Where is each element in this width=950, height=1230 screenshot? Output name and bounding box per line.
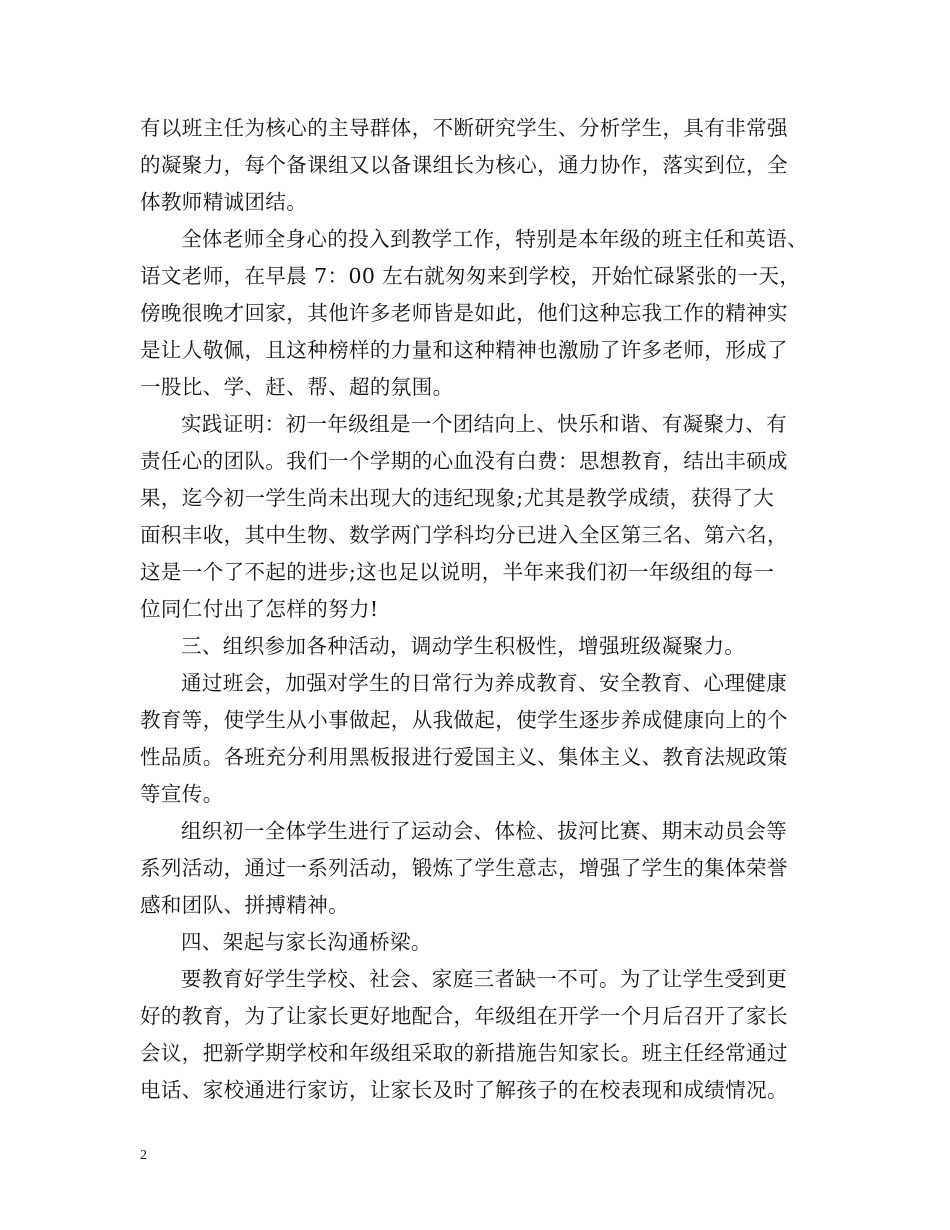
text-line: 体教师精诚团结。 (140, 190, 308, 214)
text-line: 四、架起与家长沟通桥梁。 (181, 930, 432, 954)
text-line: 实践证明：初一年级组是一个团结向上、快乐和谐、有凝聚力、有 (181, 412, 788, 436)
text-line: 的凝聚力，每个备课组又以备课组长为核心，通力协作，落实到位，全 (140, 153, 788, 177)
text-line: 通过班会，加强对学生的日常行为养成教育、安全教育、心理健康 (181, 671, 788, 695)
text-line: 这是一个了不起的进步;这也足以说明，半年来我们初一年级组的每一 (140, 560, 775, 584)
text-line: 有以班主任为核心的主导群体，不断研究学生、分析学生，具有非常强 (140, 116, 788, 140)
text-line: 一股比、学、赶、帮、超的氛围。 (140, 375, 454, 399)
text-line: 电话、家校通进行家访，让家长及时了解孩子的在校表现和成绩情况。 (140, 1078, 788, 1102)
text-line: 位同仁付出了怎样的努力! (140, 597, 379, 621)
text-line: 感和团队、拼搏精神。 (140, 893, 349, 917)
text-line: 组织初一全体学生进行了运动会、体检、拔河比赛、期末动员会等 (181, 819, 788, 843)
page-number: 2 (140, 1148, 147, 1163)
text-line: 面积丰收，其中生物、数学两门学科均分已进入全区第三名、第六名， (140, 523, 788, 547)
text-line: 系列活动，通过一系列活动，锻炼了学生意志，增强了学生的集体荣誉 (140, 856, 788, 880)
text-line: 要教育好学生学校、社会、家庭三者缺一不可。为了让学生受到更 (181, 967, 788, 991)
text-line: 等宣传。 (140, 782, 224, 806)
text-line: 会议，把新学期学校和年级组采取的新措施告知家长。班主任经常通过 (140, 1041, 788, 1065)
text-line: 语文老师，在早晨 7：00 左右就匆匆来到学校，开始忙碌紧张的一天， (140, 264, 801, 288)
text-line: 是让人敬佩，且这种榜样的力量和这种精神也激励了许多老师，形成了 (140, 338, 788, 362)
text-line: 责任心的团队。我们一个学期的心血没有白费：思想教育，结出丰硕成 (140, 449, 788, 473)
document-body (140, 110, 820, 1109)
text-line: 全体老师全身心的投入到教学工作，特别是本年级的班主任和英语、 (181, 227, 808, 251)
text-line: 教育等，使学生从小事做起，从我做起，使学生逐步养成健康向上的个 (140, 708, 788, 732)
text-line: 傍晚很晚才回家，其他许多老师皆是如此，他们这种忘我工作的精神实 (140, 301, 788, 325)
text-line: 好的教育，为了让家长更好地配合，年级组在开学一个月后召开了家长 (140, 1004, 788, 1028)
text-line: 果，迄今初一学生尚未出现大的违纪现象;尤其是教学成绩，获得了大 (140, 486, 775, 510)
text-line: 三、组织参加各种活动，调动学生积极性，增强班级凝聚力。 (181, 634, 746, 658)
text-line: 性品质。各班充分利用黑板报进行爱国主义、集体主义、教育法规政策 (140, 745, 788, 769)
